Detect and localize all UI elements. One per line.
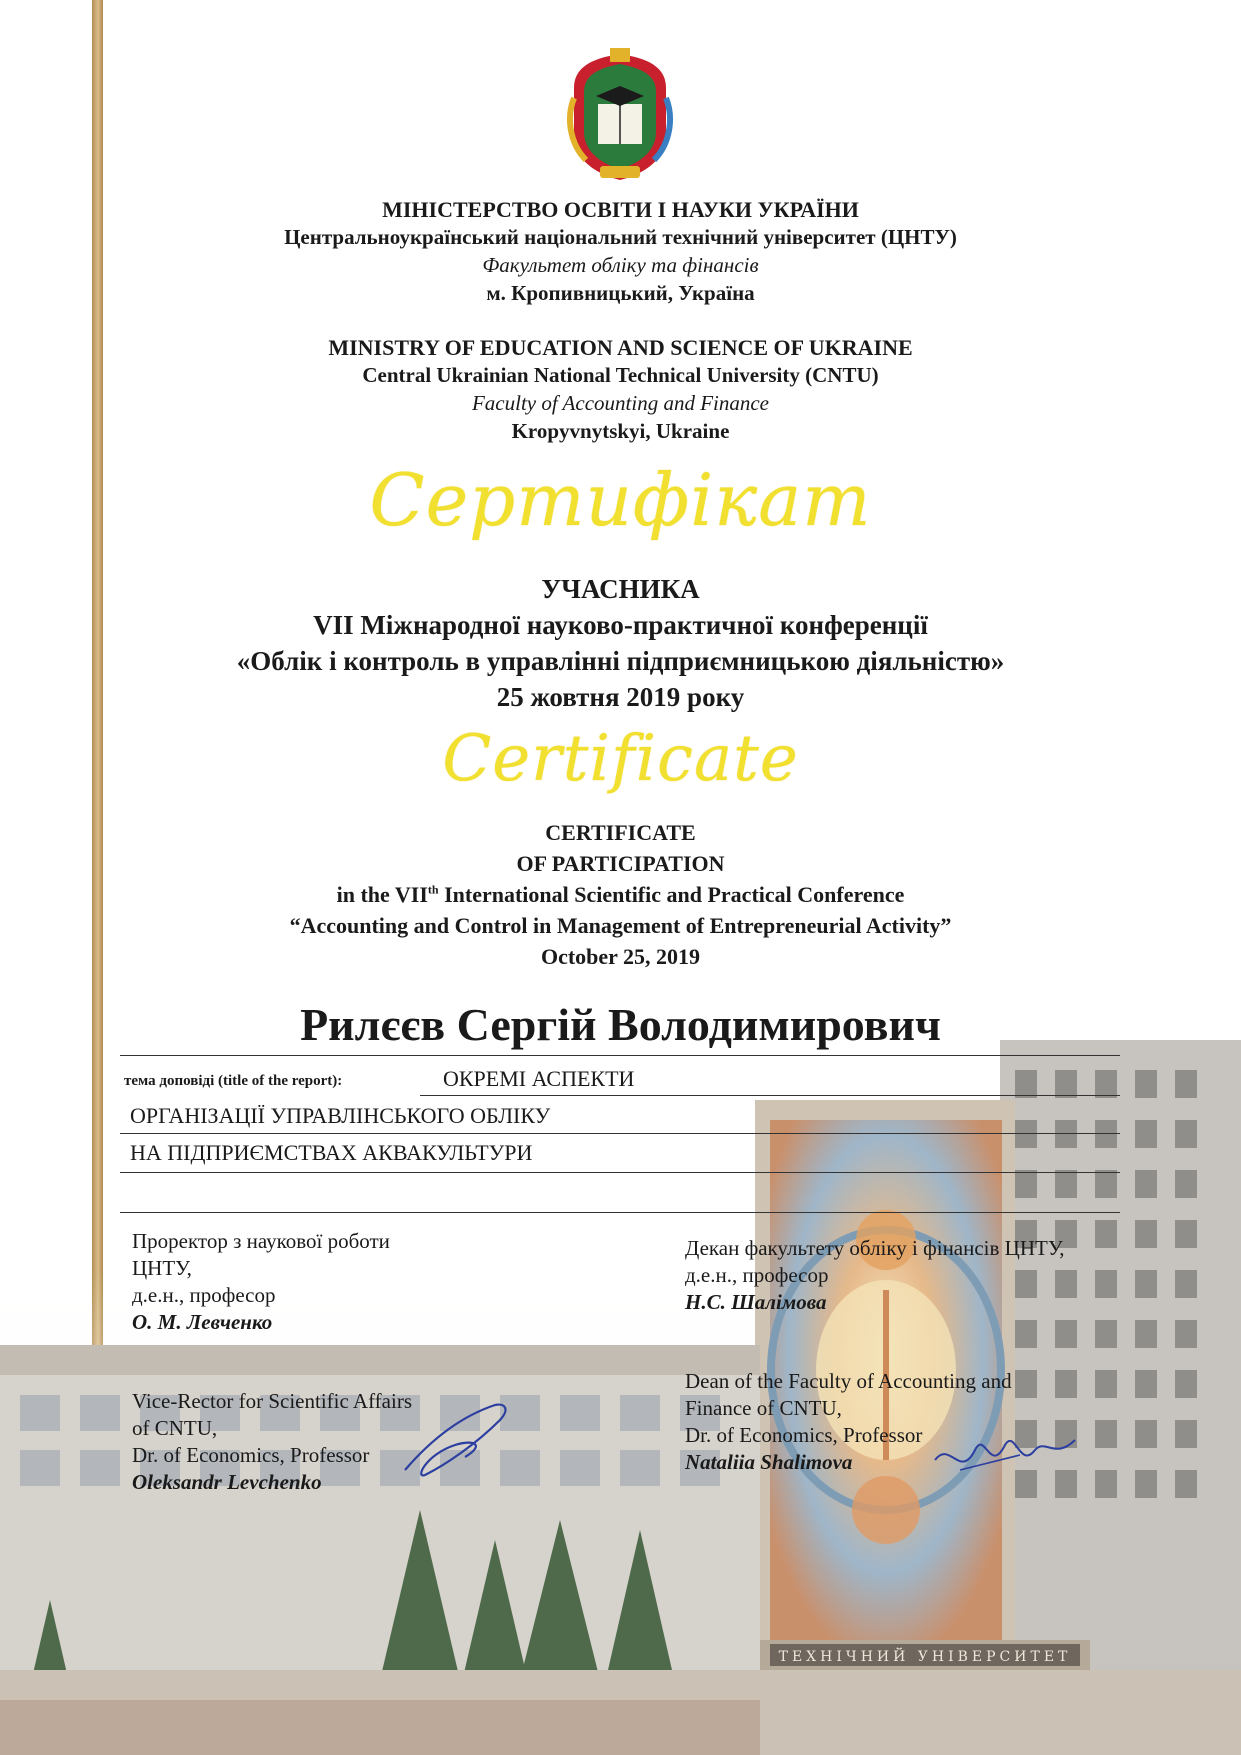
report-title-label: тема доповіді (title of the report): bbox=[124, 1073, 343, 1089]
dean-org-en: Finance of CNTU, bbox=[685, 1396, 842, 1420]
participation-heading-en: OF PARTICIPATION bbox=[516, 851, 725, 876]
script-title-en: Certificate bbox=[442, 722, 799, 796]
dean-degree-en: Dr. of Economics, Professor bbox=[685, 1423, 923, 1447]
conference-date-ua: 25 жовтня 2019 року bbox=[496, 682, 745, 712]
university-ua: Центральноукраїнський національний технічний університет (ЦНТУ) bbox=[284, 225, 957, 249]
dean-block-ua bbox=[685, 1235, 1065, 1316]
vice-rector-name-en: Oleksandr Levchenko bbox=[132, 1470, 322, 1494]
conference-line-en: in the VIIth International Scientific and Practical Conference bbox=[336, 882, 905, 907]
dean-name-en: Nataliia Shalimova bbox=[685, 1450, 853, 1474]
city-ua: м. Кропивницький, Україна bbox=[486, 281, 755, 305]
ministry-ua: МІНІСТЕРСТВО ОСВІТИ І НАУКИ УКРАЇНИ bbox=[382, 197, 859, 222]
conference-line-ua: VII Міжнародної науково-практичної конференції bbox=[313, 610, 928, 640]
participant-heading-ua: УЧАСНИКА bbox=[541, 574, 700, 604]
report-title-line-1: ОКРЕМІ АСПЕКТИ bbox=[443, 1066, 635, 1091]
vice-rector-org-ua: ЦНТУ, bbox=[132, 1256, 192, 1280]
conference-title-en: “Accounting and Control in Management of Entrepreneurial Activity” bbox=[289, 913, 952, 938]
report-underline-3 bbox=[120, 1172, 1120, 1173]
name-underline bbox=[120, 1055, 1120, 1056]
certificate-heading-en: CERTIFICATE bbox=[545, 820, 696, 845]
vice-rector-name-ua: О. М. Левченко bbox=[132, 1310, 273, 1334]
vice-rector-degree-en: Dr. of Economics, Professor bbox=[132, 1443, 370, 1467]
conference-title-ua: «Облік і контроль в управлінні підприємницькою діяльністю» bbox=[236, 646, 1005, 676]
report-underline-4 bbox=[120, 1212, 1120, 1213]
dean-signature-icon bbox=[930, 1420, 1080, 1490]
report-title-line-3: НА ПІДПРИЄМСТВАХ АКВАКУЛЬТУРИ bbox=[130, 1140, 533, 1165]
city-en: Kropyvnytskyi, Ukraine bbox=[511, 419, 730, 443]
dean-name-ua: Н.С. Шалімова bbox=[685, 1290, 827, 1314]
dean-title-ua: Декан факультету обліку і фінансів ЦНТУ, bbox=[685, 1236, 1065, 1260]
conference-date-en: October 25, 2019 bbox=[540, 944, 701, 969]
faculty-ua: Факультет обліку та фінансів bbox=[482, 253, 759, 277]
faculty-en: Faculty of Accounting and Finance bbox=[471, 391, 770, 415]
vice-rector-signature-icon bbox=[395, 1395, 525, 1485]
ministry-en: MINISTRY OF EDUCATION AND SCIENCE OF UKRAINE bbox=[328, 335, 913, 360]
vice-rector-block-en bbox=[132, 1388, 412, 1496]
building-sign: ТЕХНІЧНИЙ УНІВЕРСИТЕТ bbox=[778, 1649, 1072, 1665]
university-coat-of-arms-icon bbox=[566, 48, 674, 183]
recipient-name: Рилєєв Сергій Володимирович bbox=[300, 999, 941, 1050]
vice-rector-block-ua bbox=[132, 1228, 390, 1336]
vice-rector-title-ua: Проректор з наукової роботи bbox=[132, 1229, 390, 1253]
university-en: Central Ukrainian National Technical University (CNTU) bbox=[362, 363, 879, 387]
dean-title-en: Dean of the Faculty of Accounting and bbox=[685, 1369, 1012, 1393]
dean-degree-ua: д.е.н., професор bbox=[685, 1263, 829, 1287]
report-title-line-2: ОРГАНІЗАЦІЇ УПРАВЛІНСЬКОГО ОБЛІКУ bbox=[130, 1103, 551, 1128]
vice-rector-org-en: of CNTU, bbox=[132, 1416, 218, 1440]
vice-rector-degree-ua: д.е.н., професор bbox=[132, 1283, 276, 1307]
report-underline-2 bbox=[120, 1133, 1120, 1134]
report-underline-1 bbox=[420, 1095, 1120, 1096]
vice-rector-title-en: Vice-Rector for Scientific Affairs bbox=[132, 1389, 412, 1413]
script-title-ua: Сертифікат bbox=[369, 458, 872, 542]
